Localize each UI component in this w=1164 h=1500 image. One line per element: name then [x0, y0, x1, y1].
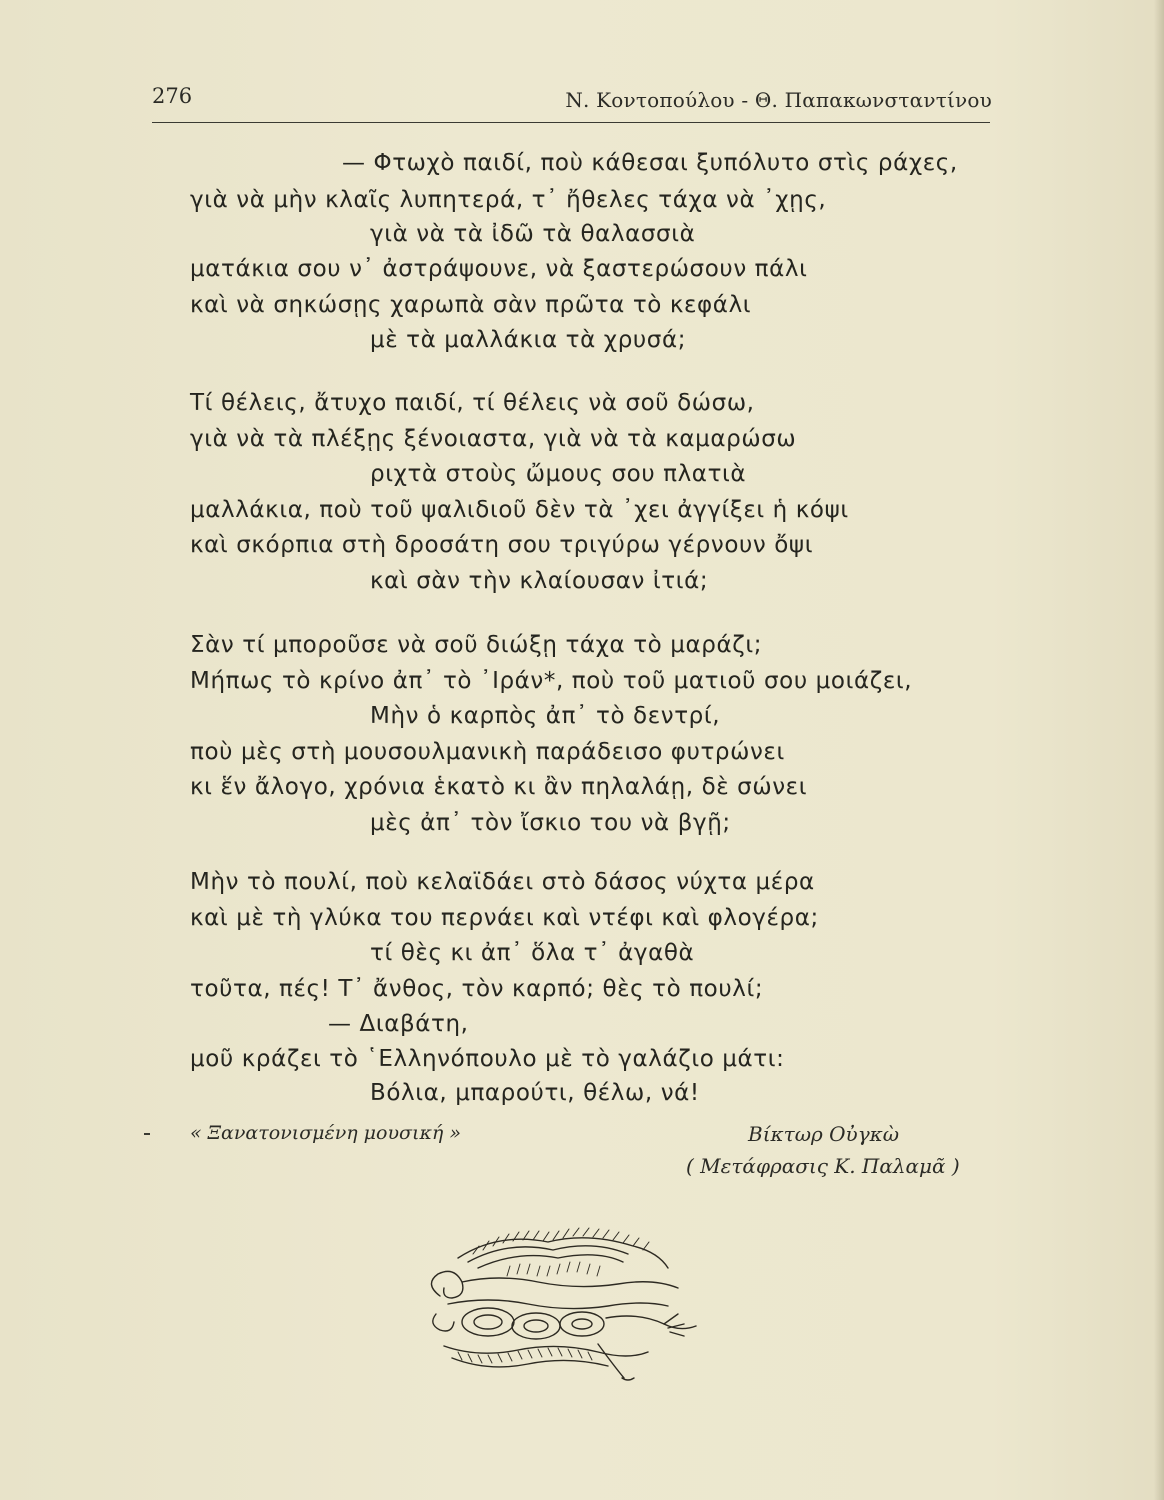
running-head: Ν. Κοντοπούλου - Θ. Παπακωνσταντίνου: [565, 88, 992, 112]
page-header: [152, 84, 992, 124]
poem-line: μὲς ἀπ᾽ τὸν ἴσκιο του νὰ βγῇ;: [370, 810, 731, 836]
poem-line: Τί θέλεις, ἄτυχο παιδί, τί θέλεις νὰ σοῦ δώσω,: [190, 390, 755, 416]
poem-line: Μὴν τὸ πουλί, ποὺ κελαϊδάει στὸ δάσος νύχτα μέρα: [190, 869, 815, 895]
translator-credit: ( Μετάφρασις Κ. Παλαμᾶ ): [686, 1154, 960, 1178]
page-edge-shadow: [1154, 0, 1164, 1500]
poem-line: καὶ σκόρπια στὴ δροσάτη σου τριγύρω γέρνουν ὄψι: [190, 532, 814, 558]
poem-line: τί θὲς κι ἀπ᾽ ὅλα τ᾽ ἀγαθὰ: [370, 940, 695, 966]
poem-line: μὲ τὰ μαλλάκια τὰ χρυσά;: [370, 327, 687, 353]
poem-line: γιὰ νὰ τὰ πλέξῃς ξένοιαστα, γιὰ νὰ τὰ καμαρώσω: [190, 426, 797, 452]
poem-line: Βόλια, μπαρούτι, θέλω, νά!: [370, 1080, 700, 1106]
poem-line: τοῦτα, πές! Τ᾽ ἄνθος, τὸν καρπό; θὲς τὸ πουλί;: [190, 976, 764, 1002]
poem-line: Μὴν ὁ καρπὸς ἀπ᾽ τὸ δεντρί,: [370, 703, 721, 729]
poem-line: ποὺ μὲς στὴ μουσουλμανικὴ παράδεισο φυτρώνει: [190, 739, 785, 765]
poem-line: Μήπως τὸ κρίνο ἀπ᾽ τὸ ᾽Ιράν*, ποὺ τοῦ ματιοῦ σου μοιάζει,: [190, 668, 913, 694]
author-name: Βίκτωρ Οὐγκὼ: [748, 1122, 900, 1146]
poem-line: καὶ νὰ σηκώσῃς χαρωπὰ σὰν πρῶτα τὸ κεφάλι: [190, 292, 752, 318]
poem-line: γιὰ νὰ μὴν κλαῖς λυπητερά, τ᾽ ἤθελες τάχα νὰ ᾽χῃς,: [190, 187, 827, 213]
poem-line: — Φτωχὸ παιδί, ποὺ κάθεσαι ξυπόλυτο στὶς ράχες,: [342, 150, 958, 176]
poem-line: ματάκια σου ν᾽ ἀστράψουνε, νὰ ξαστερώσουν πάλι: [190, 256, 808, 282]
poem-line: καὶ σὰν τὴν κλαίουσαν ἰτιά;: [370, 568, 709, 594]
decorative-vignette-icon: [418, 1226, 718, 1386]
poem-line: ριχτὰ στοὺς ὤμους σου πλατιὰ: [370, 461, 747, 487]
poem-line: μοῦ κράζει τὸ ῾Ελληνόπουλο μὲ τὸ γαλάζιο μάτι:: [190, 1046, 785, 1072]
poem-line: γιὰ νὰ τὰ ἰδῶ τὰ θαλασσιὰ: [370, 221, 696, 247]
poem-line: Σὰν τί μποροῦσε νὰ σοῦ διώξῃ τάχα τὸ μαράζι;: [190, 632, 763, 658]
margin-mark: [144, 1133, 150, 1135]
header-rule: [152, 122, 990, 123]
poem-line: καὶ μὲ τὴ γλύκα του περνάει καὶ ντέφι καὶ φλογέρα;: [190, 905, 819, 931]
poem-line: — Διαβάτη,: [328, 1011, 469, 1037]
page-number: 276: [152, 84, 193, 108]
source-title: « Ξανατονισμένη μουσική »: [190, 1122, 461, 1144]
poem-line: κι ἕν ἄλογο, χρόνια ἑκατὸ κι ἂν πηλαλάῃ, δὲ σώνει: [190, 774, 808, 800]
poem-line: μαλλάκια, ποὺ τοῦ ψαλιδιοῦ δὲν τὰ ᾽χει ἀγγίξει ἡ κόψι: [190, 497, 849, 523]
